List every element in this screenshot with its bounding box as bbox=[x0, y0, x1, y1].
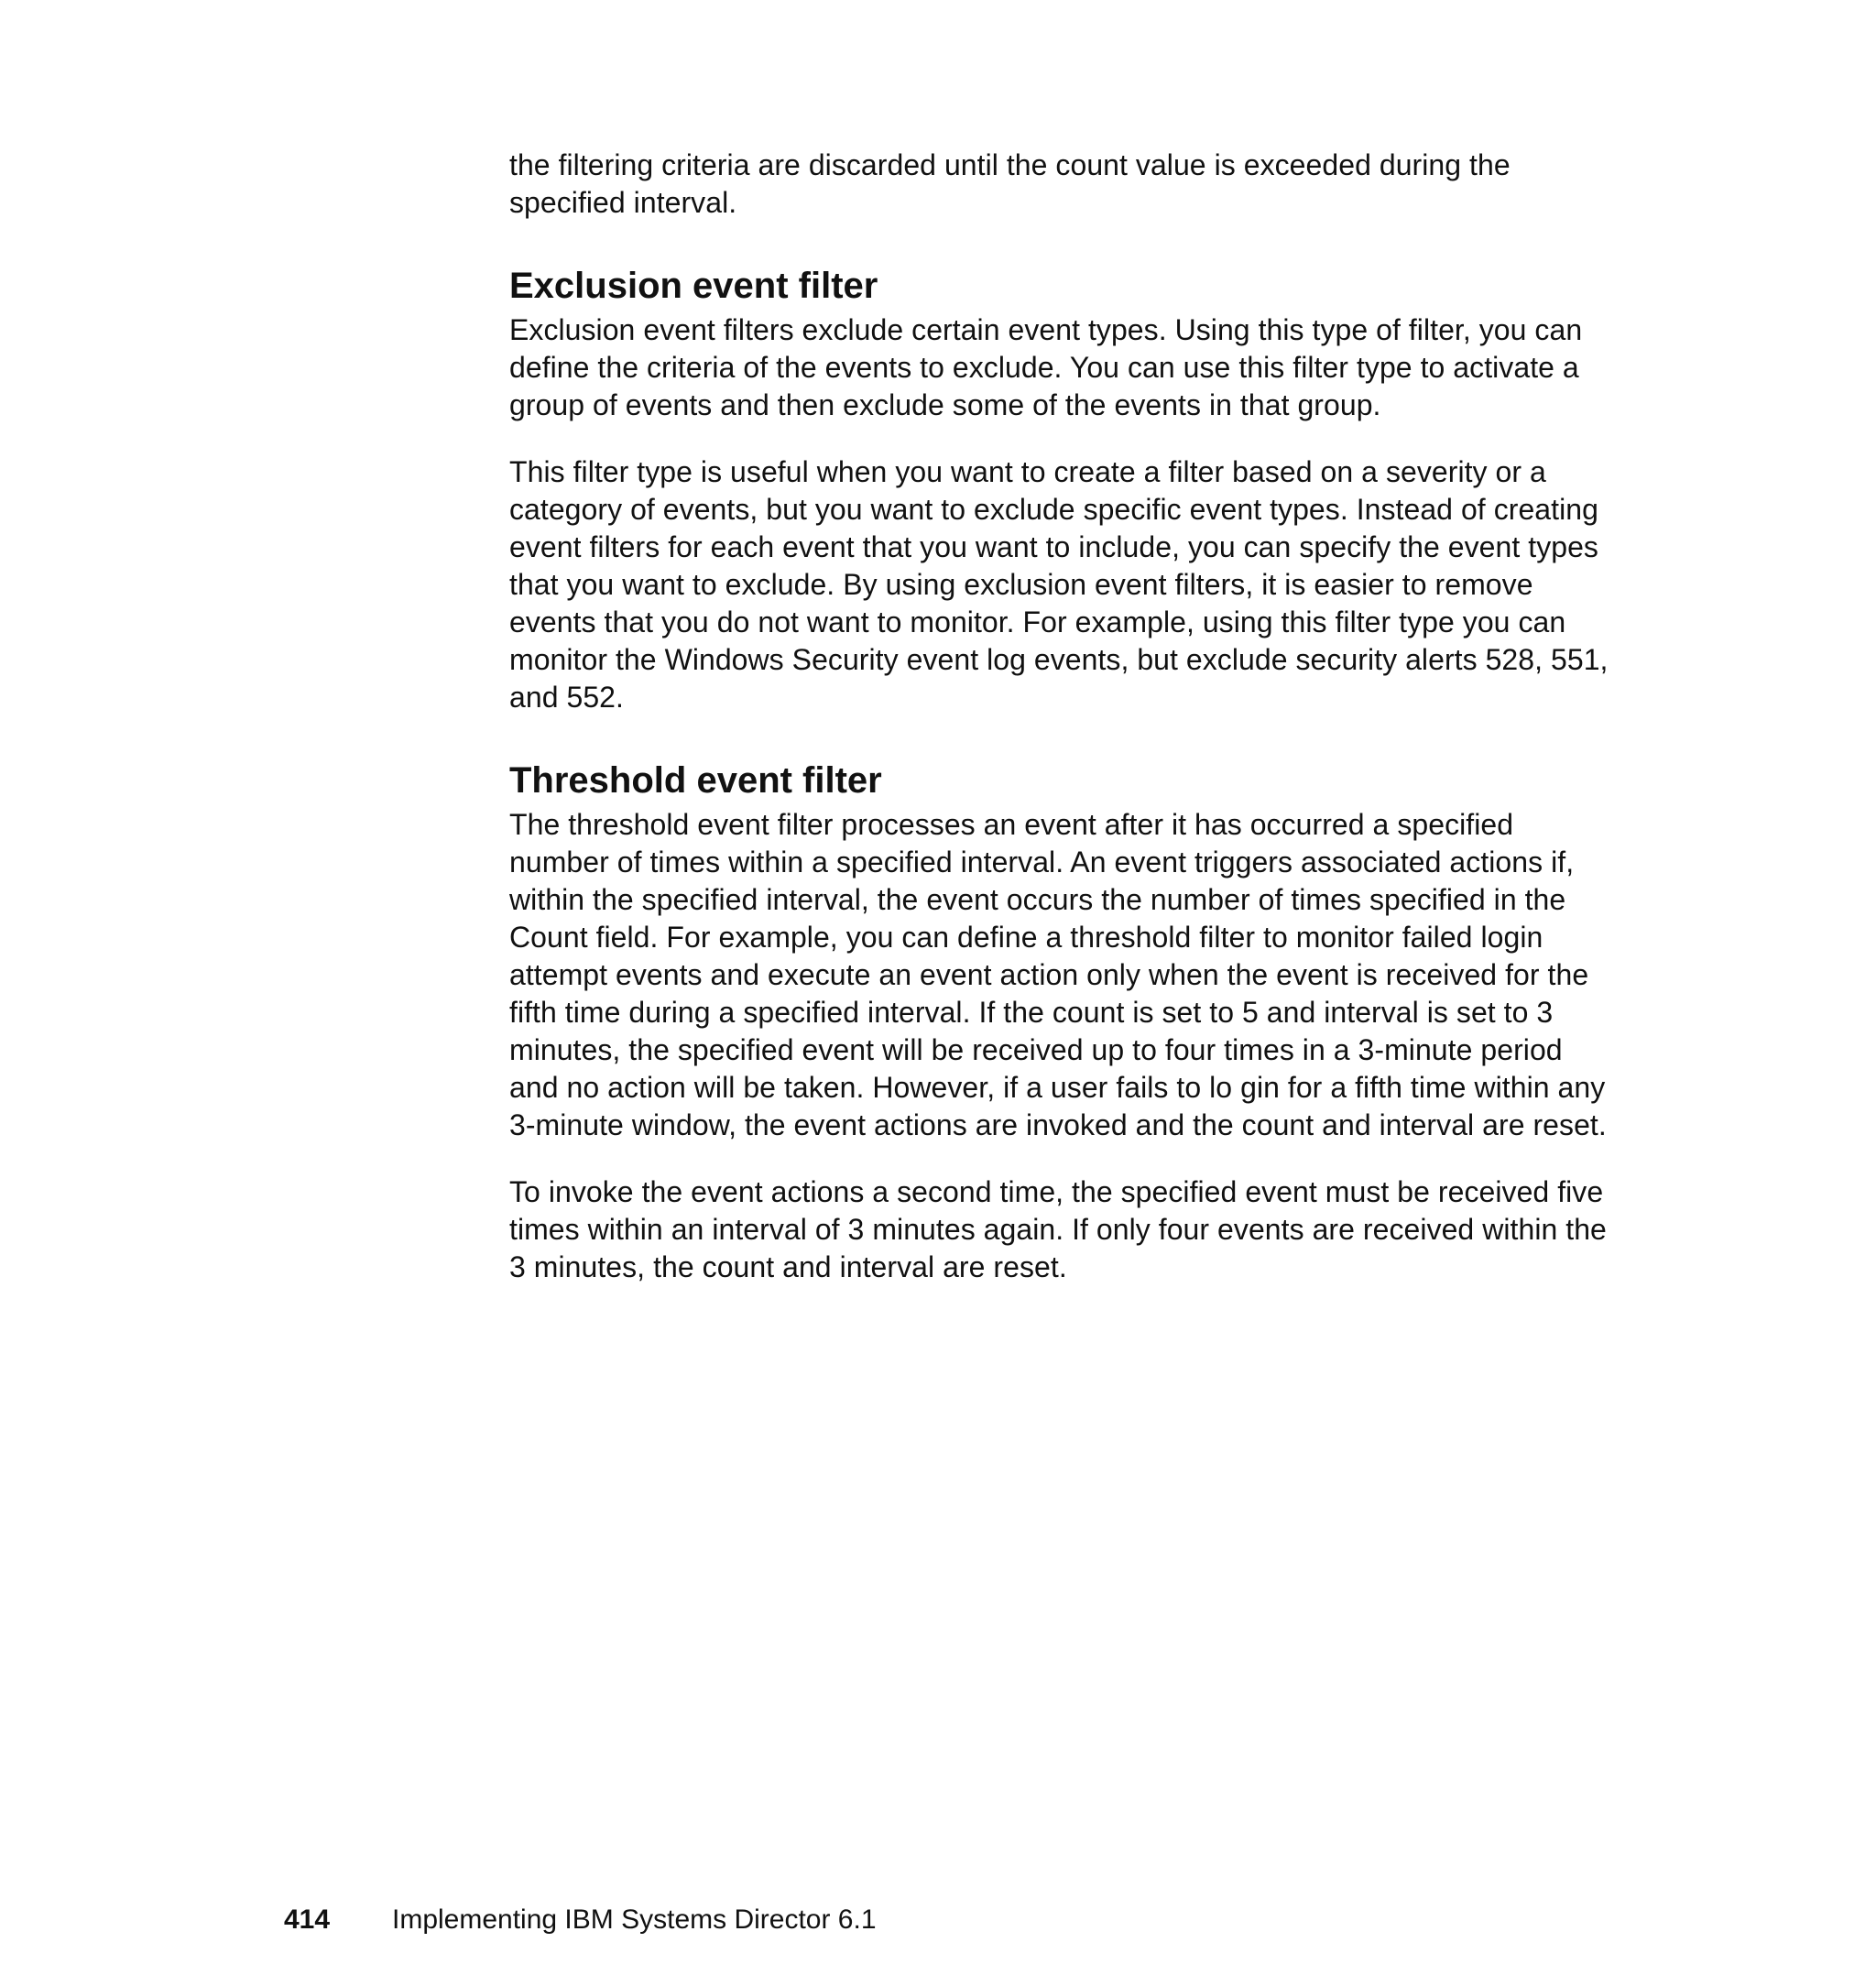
section-heading-exclusion-event-filter: Exclusion event filter bbox=[509, 266, 878, 306]
book-title: Implementing IBM Systems Director 6.1 bbox=[392, 1904, 877, 1935]
exclusion-paragraph-1: Exclusion event filters exclude certain event types. Using this type of filter, you can define the criteria of the events to exclude. You can use this filter type to activate a group of events and then exclude some of the events in that group. bbox=[509, 313, 1583, 421]
threshold-paragraph-2: To invoke the event actions a second time, the specified event must be received five times within an interval of 3 minutes again. If only four events are received within the 3 minutes, the count and interval are reset. bbox=[509, 1175, 1607, 1283]
page-number: 414 bbox=[284, 1904, 331, 1935]
page-footer bbox=[284, 1904, 877, 1937]
exclusion-paragraph-2: This filter type is useful when you want to create a filter based on a severity or a category of events, but you want to exclude specific event types. Instead of creating event filters for each event that you want to include, you can specify the event types that you want to exclude. By using exclusion event filters, it is easier to remove events that you do not want to monitor. For example, using this filter type you can monitor the Windows Security event log events, but exclude security alerts 528, 551, and 552. bbox=[509, 455, 1609, 714]
section-heading-threshold-event-filter: Threshold event filter bbox=[509, 760, 882, 801]
threshold-paragraph-1: The threshold event filter processes an event after it has occurred a specified number of times within a specified interval. An event triggers associated actions if, within the specified interval, the event occurs the number of times specified in the Count field. For example, you can define a threshold filter to monitor failed login attempt events and execute an event action only when the event is received for the fifth time during a specified interval. If the count is set to 5 and interval is set to 3 minutes, the specified event will be received up to four times in a 3-minute period and no action will be taken. However, if a user fails to lo gin for a fifth time within any 3-minute window, the event actions are invoked and the count and interval are reset. bbox=[509, 808, 1607, 1141]
page-body bbox=[509, 147, 1618, 1315]
intro-paragraph: the filtering criteria are discarded until the count value is exceeded during the specified interval. bbox=[509, 148, 1511, 219]
